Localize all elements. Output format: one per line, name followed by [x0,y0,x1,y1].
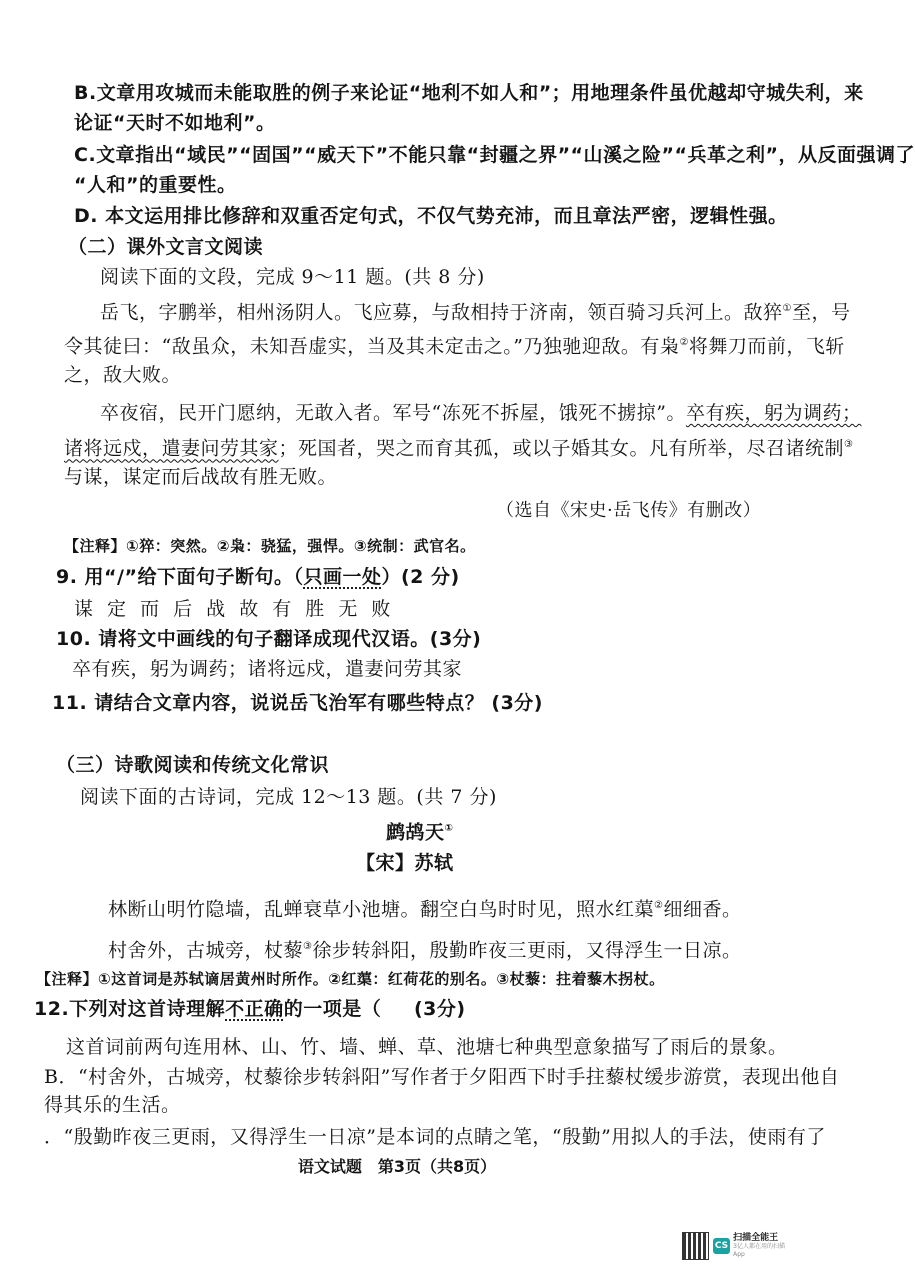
option-c-line2: “人和”的重要性。 [74,174,237,196]
section3-instruction: 阅读下面的古诗词，完成 12～13 题。(共 7 分) [80,786,497,808]
question-9: 9. 用“/”给下面句子断句。（只画一处）(2 分) [56,566,460,588]
poem-title: 鹧鸪天① [386,821,454,844]
option-12c: ．“殷勤昨夜三更雨，又得浮生一日凉”是本词的点睛之笔，“殷勤”用拟人的手法，使雨有了 [44,1126,826,1148]
poem-note: 【注释】①这首词是苏轼谪居黄州时所作。②红蕖：红荷花的别名。③杖藜：拄着藜木拐杖。 [36,970,665,988]
passage-p1-line2: 令其徒曰：“敌虽众，未知吾虚实，当及其未定击之。”乃独驰迎敌。有枭②将舞刀而前，飞斩 [64,335,845,358]
poem-author: 【宋】苏轼 [356,852,454,874]
option-d-line: D. 本文运用排比修辞和双重否定句式，不仅气势充沛，而且章法严密，逻辑性强。 [74,205,788,227]
question-11: 11. 请结合文章内容，说说岳飞治军有哪些特点？ (3分) [52,692,543,714]
scanner-subtitle: 3亿人都在用的扫描App [733,1243,785,1258]
question-10-text: 卒有疾，躬为调药；诸将远戍，遣妻问劳其家 [72,658,463,680]
passage-note: 【注释】①猝：突然。②枭：骁猛，强悍。③统制：武官名。 [64,537,476,555]
passage-p2-line3: 与谋，谋定而后战故有胜无败。 [64,466,338,488]
option-b-line2: 论证“天时不如地利”。 [74,112,276,134]
section3-heading: （三）诗歌阅读和传统文化常识 [56,754,330,776]
poem-line1: 林断山明竹隐墙，乱蝉衰草小池塘。翻空白鸟时时见，照水红蕖②细细香。 [108,898,742,921]
page-footer: 语文试题 第3页（共8页） [297,1157,497,1176]
option-b-line1: B.文章用攻城而未能取胜的例子来论证“地利不如人和”；用地理条件虽优越却守城失利，来 [74,82,864,104]
passage-source: （选自《宋史·岳飞传》有删改） [496,500,762,521]
section2-heading: （二）课外文言文阅读 [68,236,264,258]
underlined-sentence-part2: 诸将远戍，遣妻问劳其家 [64,437,279,460]
option-12b-line1: B．“村舍外，古城旁，杖藜徐步转斜阳”写作者于夕阳西下时手拄藜杖缓步游赏，表现出他自 [44,1066,840,1088]
option-12a: 这首词前两句连用林、山、竹、墙、蝉、草、池塘七种典型意象描写了雨后的景象。 [66,1036,788,1058]
question-10: 10. 请将文中画线的句子翻译成现代汉语。(3分) [56,628,482,650]
question-9-text: 谋 定 而 后 战 故 有 胜 无 败 [74,598,395,620]
question-12: 12.下列对这首诗理解不正确的一项是（ [34,998,382,1020]
passage-p2-line2: 诸将远戍，遣妻问劳其家；死国者，哭之而育其孤，或以子婚其女。凡有所举，尽召诸统制③ [64,437,854,460]
camscanner-logo-icon: CS [713,1238,730,1254]
qr-code-icon [682,1232,709,1260]
underlined-sentence-part1: 卒有疾，躬为调药； [685,402,862,424]
option-c-line1: C.文章指出“域民”“固国”“威天下”不能只靠“封疆之界”“山溪之险”“兵革之利”，从反面强调了 [74,144,915,166]
scanner-title: 扫描全能王 [733,1233,779,1243]
question-12-score: (3分) [414,998,466,1020]
passage-p1-line3: 之，敌大败。 [64,364,182,386]
option-12b-line2: 得其乐的生活。 [44,1094,181,1116]
poem-line2: 村舍外，古城旁，杖藜③徐步转斜阳，殷勤昨夜三更雨，又得浮生一日凉。 [108,939,742,962]
scanner-watermark [682,1232,794,1260]
passage-p1-line1: 岳飞，字鹏举，相州汤阴人。飞应募，与敌相持于济南，领百骑习兵河上。敌猝①至，号 [100,301,851,324]
section2-instruction: 阅读下面的文段，完成 9～11 题。(共 8 分) [100,266,485,288]
passage-p2-line1: 卒夜宿，民开门愿纳，无敢入者。军号“冻死不拆屋，饿死不掳掠”。卒有疾，躬为调药； [100,402,862,424]
